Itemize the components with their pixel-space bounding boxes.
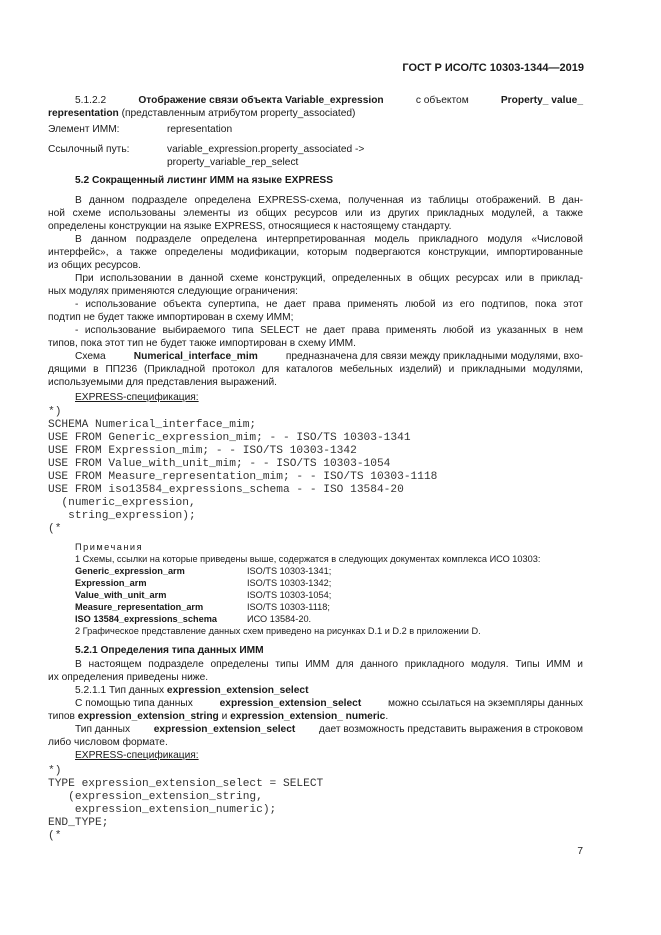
express-code-line: USE FROM Measure_representation_mim; - - ISO/TS 10303-1118 [48,471,438,483]
type-name-numeric: expression_extension_ numeric [230,711,386,722]
s521-p3-a: Тип данных [75,724,131,735]
section-number: 5.1.2.2 [75,95,107,106]
s521-p3-c: дает возможность представить выражения в строковом [318,724,583,735]
express-code-line: USE FROM Value_with_unit_mim; - - ISO/TS 10303-1054 [48,458,391,470]
express-code-line: *) [48,765,62,777]
s52-p4-l1: - использование объекта супертипа, не дает права применять любой из его подтипов, пока этот [75,299,583,310]
section-title-c: representation [48,108,119,119]
note-ref-doc: ИСО 13584-20. [247,614,312,624]
s521-p2-l2c: и [221,711,228,722]
s52-p1-l2: ной схеме использованы элементы из общих ресурсов или из других прикладных модулей, а также [48,208,583,219]
section-5-2-1-1-heading [75,684,309,697]
s521-p2-l1 [75,697,583,710]
s52-p4-l2: подтип не будет также импортирован в схему ИММ; [48,312,294,323]
section-5-2-heading: 5.2 Сокращенный листинг ИММ на языке EXPRESS [75,175,334,186]
s521-p1-l1: В настоящем подразделе определены типы ИММ для данного прикладного модуля. Типы ИММ и [75,659,583,670]
note-ref-doc: ISO/TS 10303-1118; [247,602,330,612]
express-spec-label-1: EXPRESS-спецификация: [75,392,199,403]
note-ref-name: ISO 13584_expressions_schema [75,614,217,624]
s52-p1-l3: определены конструкции на языке EXPRESS, относящиеся к настоящему стандарту. [48,221,452,232]
express-code-line: SCHEMA Numerical_interface_mim; [48,419,257,431]
section-5-1-2-2-line2 [48,107,355,120]
type-name-select-2: expression_extension_select [153,724,296,735]
section-5-1-2-2-line1 [75,94,583,107]
note-ref-doc: ISO/TS 10303-1341; [247,566,332,576]
note-2: 2 Графическое представление данных схем приведено на рисунках D.1 и D.2 в приложении D. [75,626,481,636]
express-code-line: (expression_extension_string, [48,791,263,803]
s521-p2-c: можно ссылаться на экземпляры данных [388,698,583,709]
notes-title: Примечания [75,542,144,552]
s521-p2-l2 [48,710,388,723]
s52-p2-l3: из общих ресурсов. [48,260,141,271]
express-spec-label-2: EXPRESS-спецификация: [75,750,199,761]
note-1: 1 Схемы, ссылки на которые приведены выше, содержатся в следующих документах комплекса ИСО 10303: [75,554,541,564]
note-ref-doc: ISO/TS 10303-1342; [247,578,332,588]
express-code-line: END_TYPE; [48,817,109,829]
note-ref-doc: ISO/TS 10303-1054; [247,590,332,600]
s521-p2-l2e: . [385,711,389,722]
note-ref-name: Expression_arm [75,578,147,588]
s52-p2-l1: В данном подразделе определена интерпретированная модель прикладного модуля «Числовой [75,234,583,245]
element-label: Элемент ИММ: [48,124,120,135]
s521-p2-l2a: типов [48,711,75,722]
s521-p3-l1 [75,723,583,736]
element-value: representation [167,124,233,135]
s52-p5-l2: типов, пока этот тип не будет также импортирован в схему ИММ. [48,338,356,349]
page-number: 7 [577,846,583,857]
s52-p6-c: предназначена для связи между прикладными модулями, вхо- [285,351,583,362]
express-code-line: USE FROM Generic_expression_mim; - - ISO/TS 10303-1341 [48,432,411,444]
section-title-rest: (представленным атрибутом property_associated) [121,108,356,119]
subsection-type-name: expression_extension_select [166,685,309,696]
section-title-a: Отображение связи объекта Variable_expression [138,95,384,106]
s52-p5-l1: - использование выбираемого типа SELECT не дает права применять любой из указанных в нем [75,325,583,336]
section-5-2-1-heading: 5.2.1 Определения типа данных ИММ [75,645,264,656]
s521-p3-l2: либо числовом формате. [48,737,168,748]
s52-p2-l2: интерфейс», а также определены модификации, которым подвергаются конструкции, импортированные [48,247,583,258]
s521-p1-l2: их определения приведены ниже. [48,672,209,683]
express-code-line: (* [48,830,62,842]
reference-path-value-2: property_variable_rep_select [167,157,299,168]
express-code-line: TYPE expression_extension_select = SELECT [48,778,324,790]
express-code-line: USE FROM Expression_mim; - - ISO/TS 10303-1342 [48,445,357,457]
note-ref-name: Generic_expression_arm [75,566,185,576]
subsection-number: 5.2.1.1 Тип данных [75,685,165,696]
type-name-select: expression_extension_select [219,698,362,709]
schema-name: Numerical_interface_mim [133,351,258,362]
s52-p1-l1: В данном подразделе определена EXPRESS-схема, полученная из таблицы отображений. В дан- [75,195,583,206]
note-ref-name: Measure_representation_arm [75,602,204,612]
s52-p3-l1: При использовании в данной схеме конструкций, определенных в общих ресурсах или в приклад- [75,273,583,284]
s52-p6-a: Схема [75,351,106,362]
express-code-line: *) [48,406,62,418]
express-code-line: USE FROM iso13584_expressions_schema - - ISO 13584-20 [48,484,404,496]
s52-p6-l1 [75,350,583,363]
s52-p6-l2: дящими в ПП236 (Прикладной протокол для каталогов мебельных изделий) и прикладными модулями, [48,364,583,375]
reference-path-value-1: variable_expression.property_associated -> [167,144,365,155]
section-title-b: Property_ value_ [500,95,583,106]
section-title-mid: с объектом [415,95,469,106]
express-code-line: string_expression); [48,510,196,522]
type-name-string: expression_extension_string [77,711,219,722]
note-ref-name: Value_with_unit_arm [75,590,167,600]
express-code-line: expression_extension_numeric); [48,804,277,816]
s52-p3-l2: ных модулях применяются следующие ограничения: [48,286,299,297]
s521-p2-a: С помощью типа данных [75,698,193,709]
express-code-line: (* [48,523,62,535]
reference-path-label: Ссылочный путь: [48,144,130,155]
express-code-line: (numeric_expression, [48,497,196,509]
document-id: ГОСТ Р ИСО/ТС 10303-1344—2019 [402,62,584,74]
s52-p6-l3: используемыми для представления выражений. [48,377,277,388]
